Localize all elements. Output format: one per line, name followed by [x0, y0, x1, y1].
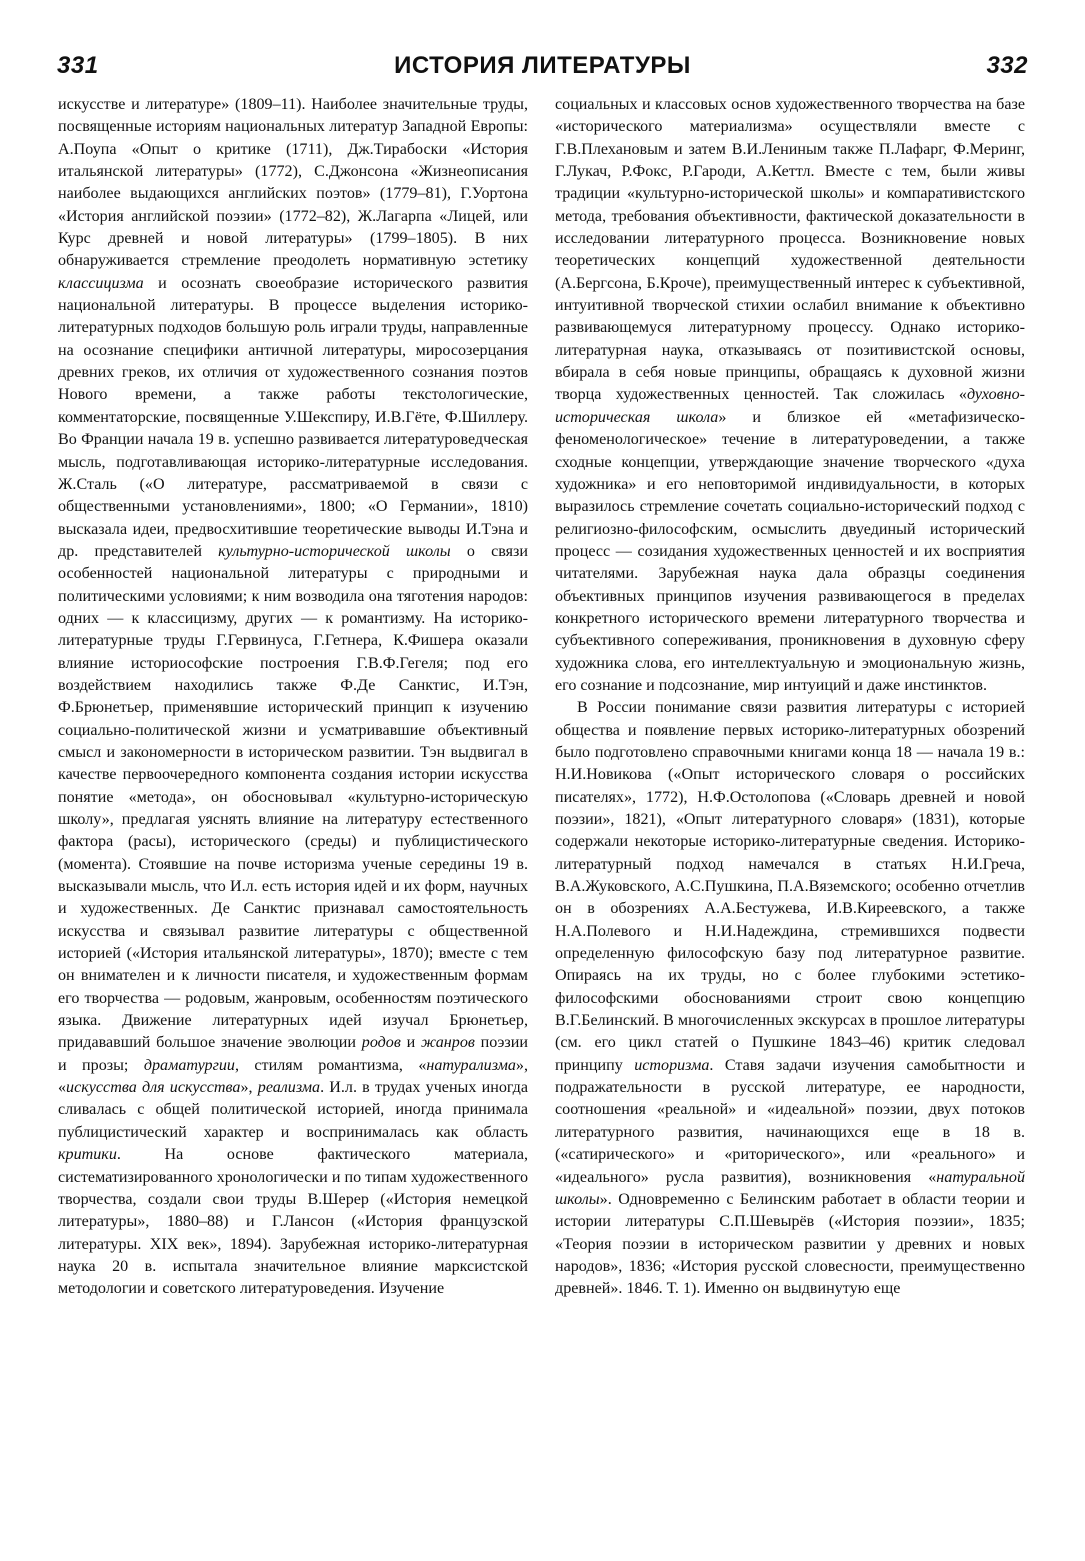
running-header [57, 52, 1028, 92]
text-column-right [555, 94, 1025, 1301]
text-column-left [58, 94, 528, 1301]
page-number-left: 331 [57, 52, 99, 79]
page-number-right: 332 [986, 52, 1028, 79]
running-title: ИСТОРИЯ ЛИТЕРАТУРЫ [394, 52, 691, 79]
paragraph: В России понимание связи развития литературы с историей общества и появление первых историко-литературных обозрений было подготовлено справочными книгами конца 18 — начала 19 в.: Н.И.Новикова («Опыт исторического словаря о российских писателях», 1772), Н.Ф.Остолопова («Словарь древней и новой поэзии», 1821), «Опыт литературного словаря» (1831), которые содержали некоторые историко-литературные сведения. Историко-литературный подход намечался в статьях Н.И.Греча, В.А.Жуковского, А.С.Пушкина, П.А.Вяземского; особенно отчетлив он в обозрениях А.А.Бестужева, И.В.Киреевского, а также Н.А.Полевого и Н.И.Надеждина, стремившихся подвести определенную философскую базу под литературное развитие. Опираясь на их труды, но с более глубокими эстетико-философскими обоснованиями строит свою концепцию В.Г.Белинский. В многочисленных экскурсах в прошлое литературы (см. его цикл статей о Пушкине 1843–46) критик следовал принципу историзма. Ставя задачи изучения самобытности и подражательности в русской литературе, ее народности, соотношения «реальной» и «идеальной» поэзии, двух потоков литературного развития, начинающихся еще в 18 в. («сатирического» и «риторического», или «реального» и «идеального» русла развития), возникновения «натуральной школы». Одновременно с Белинским работает в области теории и истории литературы С.П.Шевырёв («История поэзии», 1835; «Теория поэзии в историческом развитии у древних и новых народов», 1836; «История русской словесности, преимущественно древней». 1846. Т. 1). Именно он выдвинутую еще [555, 699, 1025, 1298]
paragraph: искусстве и литературе» (1809–11). Наиболее значительные труды, посвященные историям национальных литератур Западной Европы: А.Поупа «Опыт о критике (1711), Дж.Тирабоски «История итальянской литературы» (1772), С.Джонсона «Жизнеописания наиболее выдающихся английских поэтов» (1779–81), Г.Уортона «История английской поэзии» (1772–82), Ж.Лагарпа «Лицей, или Курс древней и новой литературы» (1799–1805). В них обнаруживается стремление преодолеть нормативную эстетику классицизма и осознать своеобразие исторического развития национальной литературы. В процессе выделения историко-литературных подходов большую роль играли труды, направленные на осознание специфики античной литературы, миросозерцания древних греков, их отличия от художественного сознания поэтов Нового времени, а также работы текстологические, комментаторские, посвященные У.Шекспиру, И.В.Гёте, Ф.Шиллеру. Во Франции начала 19 в. успешно развивается литературоведческая мысль, подготавливающая историко-литературные исследования. Ж.Сталь («О литературе, рассматриваемой в связи с общественными установлениями», 1800; «О Германии», 1810) высказала идеи, предвосхитившие теоретические выводы И.Тэна и др. представителей культурно-исторической школы о связи особенностей национальной литературы с природными и политическими условиями; к ним возводила она тяготения народов: одних — к классицизму, других — к романтизму. На историко-литературные труды Г.Гервинуса, Г.Гетнера, К.Фишера оказали влияние историософские построения Г.В.Ф.Гегеля; под его воздействием находились также Ф.Де Санктис, И.Тэн, Ф.Брюнетьер, применявшие исторический принцип к изучению социально-политической жизни и усматривавшие объективный смысл и закономерности в историческом развитии. Тэн выдвигал в качестве первоочередного компонента создания истории искусства понятие «метода», он обосновывал «культурно-историческую школу», предлагая уяснять влияние на литературу естественного фактора (расы), исторического (среды) и публицистического (момента). Стоявшие на почве историзма ученые середины 19 в. высказывали мысль, что И.л. есть история идей и их форм, научных и художественных. Де Санктис признавал самостоятельность искусства и связывал развитие литературы с общественной историей («История итальянской литературы», 1870); вместе с тем он внимателен и к личности писателя, и художественным формам его творчества — родовым, жанровым, особенностям поэтического языка. Движение литературных идей изучал Брюнетьер, придававший большое значение эволюции родов и жанров поэзии и прозы; драматургии, стилям романтизма, «натурализма», «искусства для искусства», реализма. И.л. в трудах ученых иногда сливалась с общей политической историей, иногда принимала публицистический характер и воспринималась как область критики. На основе фактического материала, систематизированного хронологически и по типам художественного творчества, создали свои труды В.Шерер («История немецкой литературы», 1880–88) и Г.Лансон («История французской литературы. XIX век», 1894). Зарубежная историко-литературная наука 20 в. испытала значительное влияние марксистской методологии и советского литературоведения. Изучение [58, 96, 529, 1298]
paragraph: социальных и классовых основ художественного творчества на базе «исторического материализма» осуществляли вместе с Г.В.Плехановым и затем В.И.Лениным также П.Лафарг, Ф.Меринг, Г.Лукач, Р.Фокс, Р.Гароди, А.Кеттл. Вместе с тем, были живы традиции «культурно-исторической школы» и компаративистского метода, требования объективности, фактической доказательности в исследовании литературного процесса. Возникновение новых теоретических концепций художественной деятельности (А.Бергсона, Б.Кроче), преимущественный интерес к субъективной, интуитивной творческой стихии ослабил внимание к объективно развивающемуся литературному процессу. Однако историко-литературная наука, отказываясь от позитивистской основы, вбирала в себя новые принципы, обращаясь к духовной жизни творца художественных ценностей. Так сложилась «духовно-историческая школа» и близкое ей «метафизическо-феноменологическое» течение в литературоведении, а также сходные концепции, утверждающие значение творческого «духа художника» и его неповторимой индивидуальности, в которых выразилось стремление сочетать социально-исторический подход с религиозно-философским, осмыслить двуединый исторический процесс — созидания художественных ценностей и их восприятия читателями. Зарубежная наука дала образцы соединения объективных принципов изучения развивающегося в пределах конкретного исторического времени литературного творчества и субъективного сопереживания, проникновения в духовную сферу художника слова, его интеллектуальную и эмоциональную жизнь, его сознание и подсознание, мир интуиций и даже инстинктов. [555, 96, 1025, 694]
